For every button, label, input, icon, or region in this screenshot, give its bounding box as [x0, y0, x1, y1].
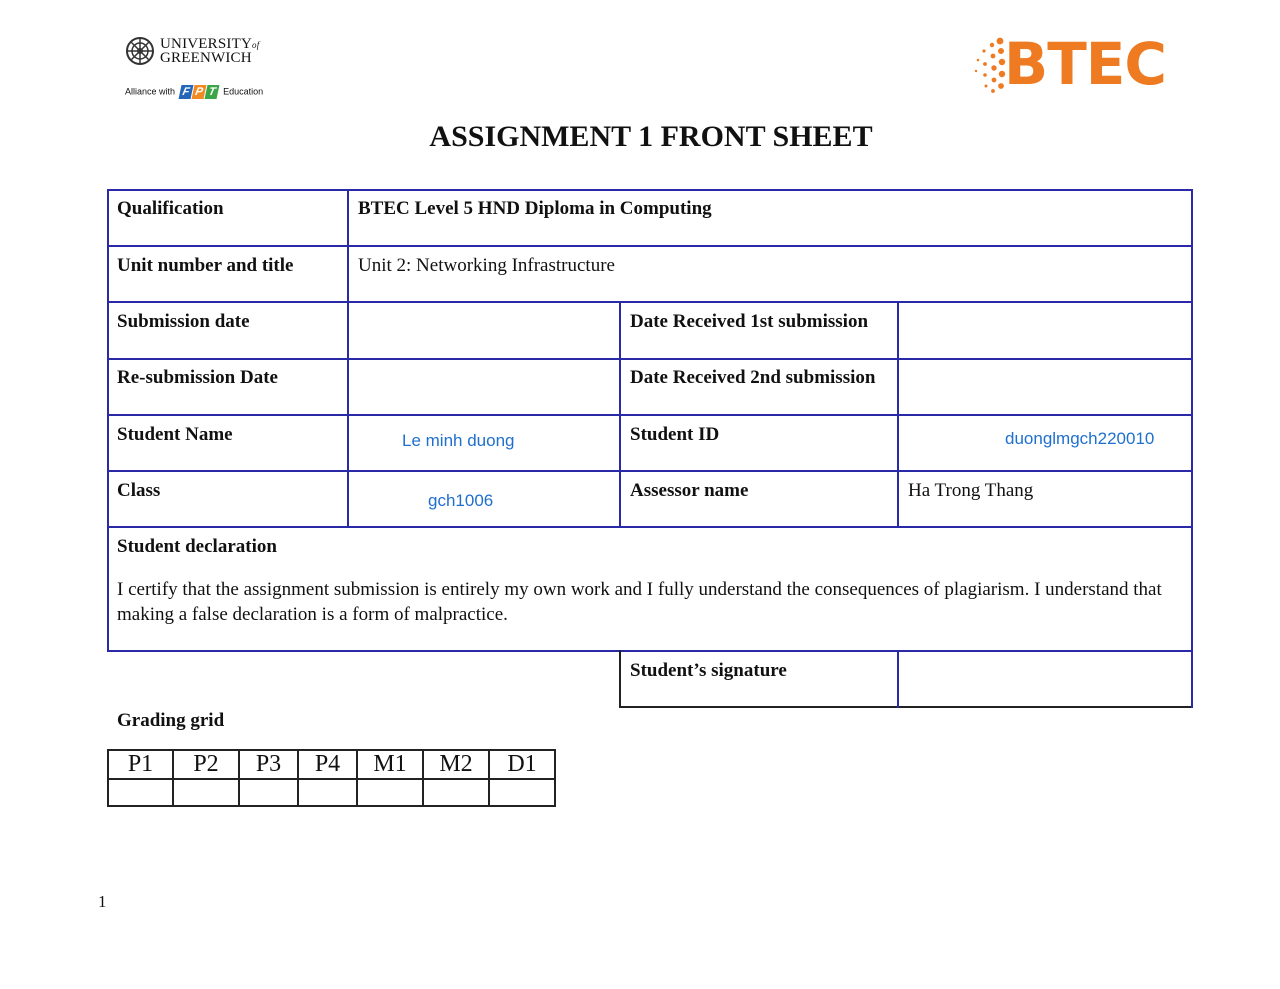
grade-cell-p1[interactable]: [108, 779, 173, 806]
grading-criteria-row: [108, 750, 555, 779]
grading-grid-heading: Grading grid: [117, 710, 225, 731]
criterion-d1: D1: [489, 750, 555, 779]
page-title: ASSIGNMENT 1 FRONT SHEET: [429, 120, 873, 153]
class-label: Class: [117, 480, 161, 501]
alliance-prefix: Alliance with: [125, 86, 176, 97]
university-name-line2: GREENWICH: [160, 50, 252, 66]
fpt-letter-p: P: [191, 85, 206, 99]
page-number: 1: [98, 892, 107, 911]
qualification-label: Qualification: [117, 198, 224, 219]
grade-cell-p4[interactable]: [298, 779, 357, 806]
grade-cell-p2[interactable]: [173, 779, 239, 806]
assessor-label: Assessor name: [630, 480, 749, 501]
assessor-value: Ha Trong Thang: [908, 480, 1034, 501]
grade-cell-p3[interactable]: [239, 779, 298, 806]
date-received-1st-label: Date Received 1st submission: [630, 311, 869, 332]
criterion-m2: M2: [423, 750, 489, 779]
university-logo: [125, 36, 265, 102]
student-id-field[interactable]: duonglmgch220010: [1005, 429, 1155, 448]
btec-logo-text: BTEC: [1004, 30, 1166, 98]
criterion-p3: P3: [239, 750, 298, 779]
date-received-1st-field[interactable]: [899, 302, 1191, 358]
signature-field[interactable]: [899, 652, 1191, 706]
class-field[interactable]: gch1006: [428, 491, 494, 510]
declaration-heading: Student declaration: [117, 536, 277, 557]
grade-cell-m1[interactable]: [357, 779, 423, 806]
date-received-2nd-label: Date Received 2nd submission: [630, 367, 876, 388]
criterion-p1: P1: [108, 750, 173, 779]
alliance-line: [125, 85, 263, 99]
qualification-value: BTEC Level 5 HND Diploma in Computing: [358, 198, 712, 219]
grade-cell-d1[interactable]: [489, 779, 555, 806]
student-id-label: Student ID: [630, 424, 720, 445]
date-received-2nd-field[interactable]: [899, 359, 1191, 415]
fpt-logo: [180, 85, 219, 99]
submission-date-field[interactable]: [349, 302, 619, 358]
criterion-p4: P4: [298, 750, 357, 779]
fpt-letter-t: T: [204, 85, 219, 99]
resubmission-date-label: Re-submission Date: [117, 367, 278, 388]
unit-label: Unit number and title: [117, 255, 294, 276]
grid-line: [1191, 189, 1193, 708]
university-of: of: [252, 40, 260, 50]
university-name-line1: UNIVERSITYof: [160, 36, 260, 52]
grid-line: [620, 706, 1193, 708]
declaration-text: I certify that the assignment submission is entirely my own work and I fully understand the consequences of plagiarism. I understand that making a false declaration is a form of malpractice.: [117, 579, 1162, 625]
grading-grades-row: [108, 779, 555, 806]
university-crest-icon: [125, 36, 155, 66]
criterion-m1: M1: [357, 750, 423, 779]
grading-grid-table: [107, 749, 556, 807]
btec-logo: [970, 30, 1170, 98]
resubmission-date-field[interactable]: [349, 359, 619, 415]
student-name-label: Student Name: [117, 424, 233, 445]
grade-cell-m2[interactable]: [423, 779, 489, 806]
fpt-letter-f: F: [178, 85, 193, 99]
criterion-p2: P2: [173, 750, 239, 779]
unit-value: Unit 2: Networking Infrastructure: [358, 255, 615, 276]
signature-label: Student’s signature: [630, 660, 787, 681]
submission-date-label: Submission date: [117, 311, 250, 332]
alliance-suffix: Education: [223, 86, 264, 97]
student-name-field[interactable]: Le minh duong: [402, 431, 515, 450]
